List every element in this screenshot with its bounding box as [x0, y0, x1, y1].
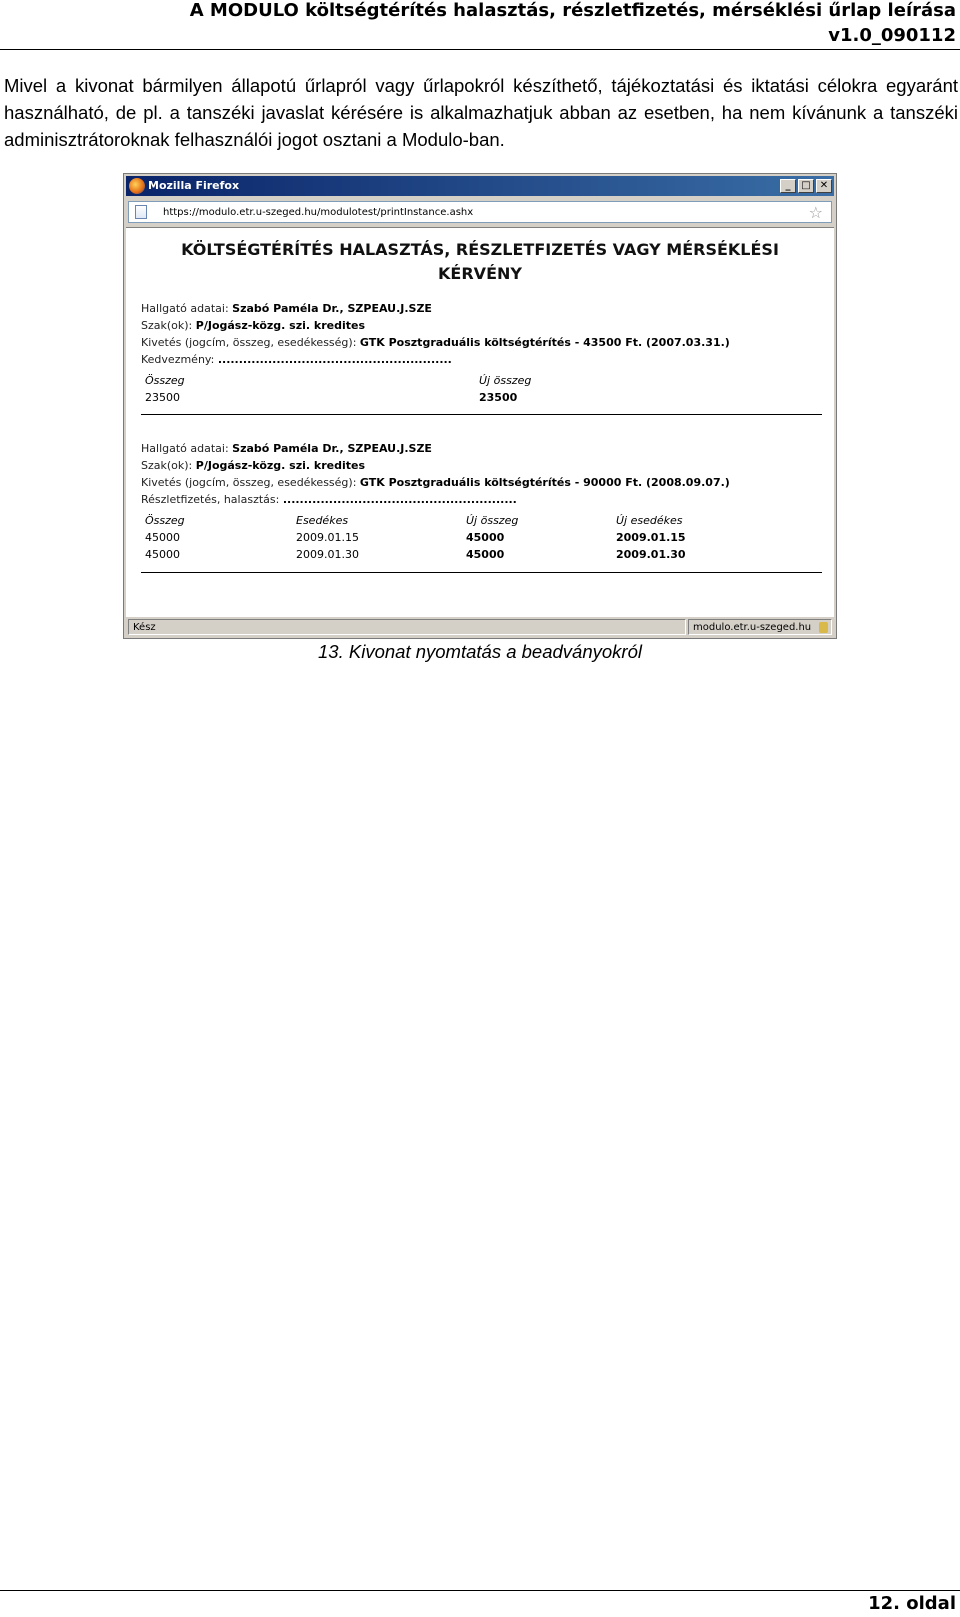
table-cell: 45000 [466, 531, 505, 544]
column-header: Új összeg [479, 374, 532, 387]
table-cell: 45000 [145, 548, 180, 561]
table-cell: 2009.01.15 [616, 531, 686, 544]
window-titlebar [126, 176, 834, 196]
column-header: Összeg [145, 374, 185, 387]
table-cell: 45000 [466, 548, 505, 561]
record-divider [141, 414, 822, 415]
minimize-button[interactable]: _ [780, 179, 796, 193]
charge-line [141, 336, 730, 349]
address-bar[interactable] [128, 201, 832, 223]
close-button[interactable]: ✕ [816, 179, 832, 193]
type-dots: ........................................................ [217, 353, 452, 366]
url-text[interactable]: https://modulo.etr.u-szeged.hu/modulotest/printInstance.ashx [163, 207, 474, 218]
student-value: Szabó Paméla Dr., SZPEAU.J.SZE [232, 442, 432, 455]
charge-label: Kivetés (jogcím, összeg, esedékesség): [141, 336, 357, 349]
column-header: Új esedékes [616, 514, 683, 527]
firefox-logo-icon [129, 178, 145, 194]
page-icon [135, 205, 147, 219]
table-cell: 2009.01.30 [296, 548, 359, 561]
document-header [0, 0, 960, 50]
table-cell: 2009.01.30 [616, 548, 686, 561]
major-label: Szak(ok): [141, 319, 193, 332]
student-line [141, 442, 432, 455]
column-header: Esedékes [296, 514, 349, 527]
major-line [141, 459, 365, 472]
record-1 [141, 302, 822, 422]
firefox-window [123, 173, 837, 639]
column-header: Új összeg [466, 514, 519, 527]
student-value: Szabó Paméla Dr., SZPEAU.J.SZE [232, 302, 432, 315]
page-number: 12. oldal [868, 1593, 956, 1614]
table-cell: 23500 [479, 391, 518, 404]
intro-paragraph: Mivel a kivonat bármilyen állapotú űrlapról vagy űrlapokról készíthető, tájékoztatási és iktatási célokra egyaránt használható, de pl. a tanszéki javaslat kérésére is alkalmazhatjuk abban az esetben, ha nem kívánunk a tanszéki adminisztrátoroknak felhasználói jogot osztani a Modulo-ban. [4, 75, 958, 150]
major-value: P/Jogász-közg. szi. kredites [195, 319, 366, 332]
request-title-line1: KÖLTSÉGTÉRÍTÉS HALASZTÁS, RÉSZLETFIZETÉS VAGY MÉRSÉKLÉSI [181, 240, 779, 259]
table-cell: 23500 [145, 391, 180, 404]
request-title-line2: KÉRVÉNY [438, 264, 522, 283]
major-value: P/Jogász-közg. szi. kredites [195, 459, 366, 472]
request-title [126, 238, 834, 286]
status-bar [126, 616, 834, 636]
record-divider [141, 572, 822, 573]
student-line [141, 302, 432, 315]
document-version: v1.0_090112 [828, 25, 956, 46]
major-line [141, 319, 365, 332]
charge-line [141, 476, 730, 489]
status-text: Kész [128, 619, 686, 635]
major-label: Szak(ok): [141, 459, 193, 472]
charge-value: GTK Posztgraduális költségtérítés - 43500 Ft. (2007.03.31.) [359, 336, 730, 349]
type-label: Részletfizetés, halasztás: [141, 493, 280, 506]
browser-content [126, 227, 834, 617]
document-footer [0, 1590, 960, 1617]
bookmark-star-icon[interactable]: ☆ [808, 203, 823, 222]
type-line [141, 353, 452, 366]
student-label: Hallgató adatai: [141, 442, 229, 455]
charge-value: GTK Posztgraduális költségtérítés - 90000 Ft. (2008.09.07.) [359, 476, 730, 489]
figure-caption: 13. Kivonat nyomtatás a beadványokról [318, 641, 642, 662]
record-2 [141, 442, 822, 592]
type-line [141, 493, 517, 506]
table-cell: 45000 [145, 531, 180, 544]
status-domain-text: modulo.etr.u-szeged.hu [693, 622, 812, 633]
maximize-button[interactable]: □ [798, 179, 814, 193]
document-title: A MODULO költségtérítés halasztás, részletfizetés, mérséklési űrlap leírása [189, 0, 956, 21]
column-header: Összeg [145, 514, 185, 527]
window-title: Mozilla Firefox [148, 179, 240, 192]
status-domain [688, 619, 832, 635]
charge-label: Kivetés (jogcím, összeg, esedékesség): [141, 476, 357, 489]
table-cell: 2009.01.15 [296, 531, 359, 544]
type-dots: ........................................................ [282, 493, 517, 506]
type-label: Kedvezmény: [141, 353, 215, 366]
student-label: Hallgató adatai: [141, 302, 229, 315]
lock-icon[interactable] [819, 622, 828, 633]
